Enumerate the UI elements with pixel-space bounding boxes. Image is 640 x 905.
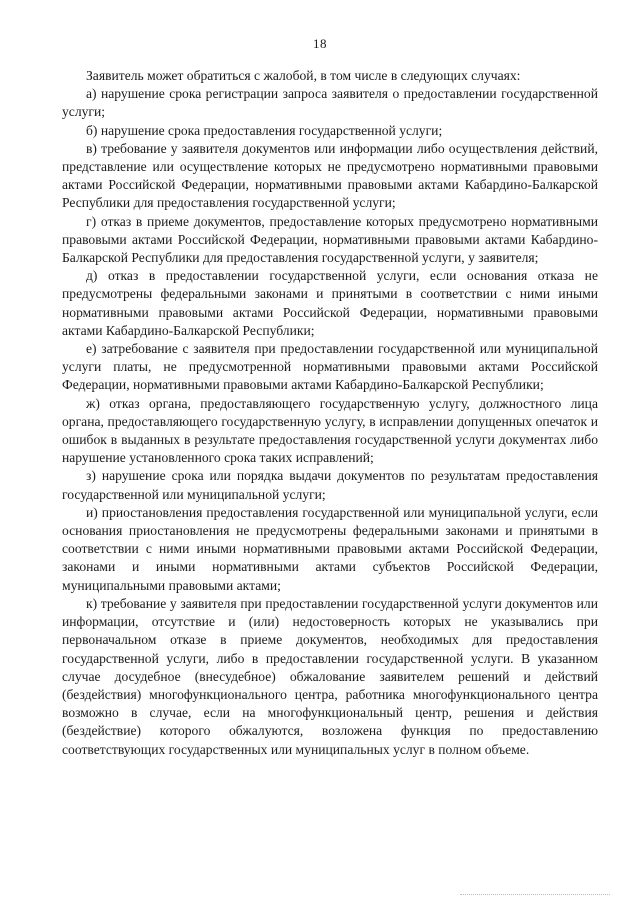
document-body bbox=[62, 67, 598, 759]
list-item-a: а) нарушение срока регистрации запроса заявителя о предоставлении государственной услуги; bbox=[62, 86, 598, 120]
list-item-k: к) требование у заявителя при предоставлении государственной услуги документов или информации, отсутствие и (или) недостоверность которых не указывались при первоначальном отказе в приеме документов, необходимых для предоставления государственной услуги, либо в предоставлении государственной услуги. В указанном случае досудебное (внесудебное) обжалование заявителем решений и действий (бездействия) многофункционального центра, работника многофункционального центра возможно в случае, если на многофункциональный центр, решения и действия (бездействие) которого обжалуются, возложена функция по предоставлению соответствующих государственных или муниципальных услуг в полном объеме. bbox=[62, 595, 598, 757]
list-item-i: и) приостановления предоставления государственной или муниципальной услуги, если основания приостановления не предусмотрены федеральными законами и принятыми в соответствии с ними иными нормативными правовыми актами Российской Федерации, законами и иными нормативными актами субъектов Российской Федерации, муниципальными правовыми актами; bbox=[62, 504, 598, 593]
list-item-z: з) нарушение срока или порядка выдачи документов по результатам предоставления государственной или муниципальной услуги; bbox=[62, 468, 598, 502]
list-item-d: д) отказ в предоставлении государственной услуги, если основания отказа не предусмотрены федеральными законами и принятыми в соответствии с ними иными нормативными правовыми актами Российской Федерации, нормативными правовыми актами Кабардино-Балкарской Республики; bbox=[62, 268, 598, 338]
list-item-e: е) затребование с заявителя при предоставлении государственной или муниципальной услуги платы, не предусмотренной нормативными правовыми актами Российской Федерации, нормативными правовыми актами Кабардино-Балкарской Республики; bbox=[62, 341, 598, 393]
list-item-v: в) требование у заявителя документов или информации либо осуществления действий, представление или осуществление которых не предусмотрено нормативными правовыми актами Российской Федерации, нормативными правовыми актами Кабардино-Балкарской Республики для предоставления государственной услуги; bbox=[62, 140, 598, 211]
list-item-b: б) нарушение срока предоставления государственной услуги; bbox=[86, 122, 443, 138]
list-item-zh: ж) отказ органа, предоставляющего государственную услугу, должностного лица органа, предоставляющего государственную услугу, в исправлении допущенных опечаток и ошибок в выданных в результате предоставления государственной услуги документах либо нарушение установленного срока таких исправлений; bbox=[62, 395, 598, 466]
list-item-g: г) отказ в приеме документов, предоставление которых предусмотрено нормативными правовыми актами Российской Федерации, нормативными правовыми актами Кабардино-Балкарской Республики для предоставления государственной услуги, у заявителя; bbox=[62, 213, 598, 266]
intro-paragraph: Заявитель может обратиться с жалобой, в том числе в следующих случаях: bbox=[86, 68, 521, 83]
page-number: 18 bbox=[313, 36, 327, 51]
scan-artifact bbox=[460, 894, 610, 897]
